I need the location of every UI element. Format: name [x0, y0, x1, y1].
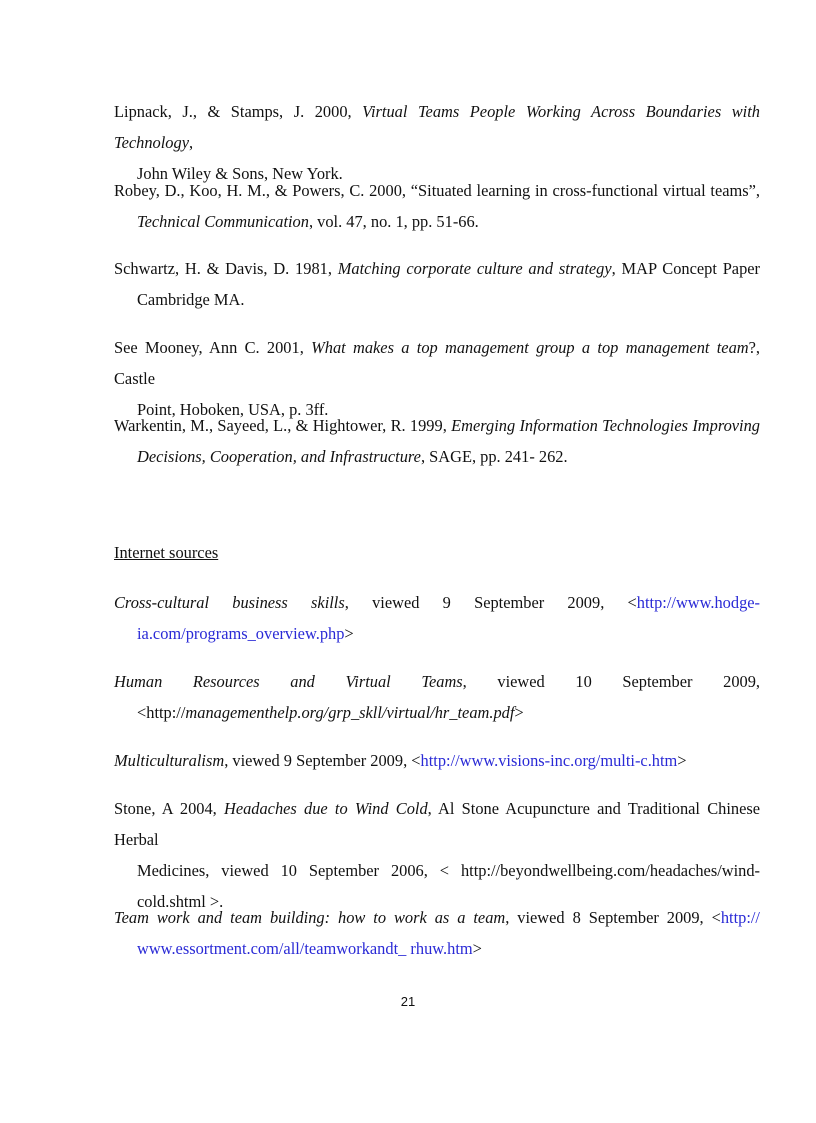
web-reference-team-work [114, 902, 760, 964]
ref-publisher: , SAGE, pp. 241- 262. [420, 447, 568, 466]
ref-title: Emerging Information Technologies Improving [451, 416, 761, 435]
web-url-link-cont[interactable]: ia.com/programs_overview.php [137, 624, 345, 643]
web-viewed: , viewed 9 September 2009, < [224, 751, 421, 770]
web-title: Team work and team building: how to work as a team [114, 908, 506, 927]
web-url-link[interactable]: http://www.visions-inc.org/multi-c.htm [420, 751, 678, 770]
web-reference-multiculturalism [114, 745, 760, 776]
ref-location: Point, Hoboken, USA, p. 3ff. [137, 400, 329, 419]
ref-title: Matching corporate culture and strategy [337, 259, 612, 278]
reference-warkentin [114, 410, 760, 472]
reference-robey [114, 175, 760, 237]
web-url-path: managementhelp.org/grp_skll/virtual/hr_team.pdf [185, 703, 515, 722]
ref-title: Virtual Teams People Working Across Boundaries with Technology [114, 102, 760, 152]
ref-publisher: ?, Castle [114, 338, 760, 388]
ref-authors: Schwartz, H. & Davis, D. 1981, [114, 259, 338, 278]
web-reference-human-resources [114, 666, 760, 728]
url-close: > [514, 703, 524, 722]
web-reference-stone [114, 793, 760, 917]
web-viewed-url: Medicines, viewed 10 September 2006, < http://beyondwellbeing.com/headaches/wind- [137, 861, 760, 880]
web-url-prefix: <http:// [137, 703, 186, 722]
web-reference-cross-cultural [114, 587, 760, 649]
url-close: > [472, 939, 482, 958]
url-close: > [344, 624, 354, 643]
ref-journal: Technical Communication [137, 212, 309, 231]
web-title: Human Resources and Virtual Teams [114, 672, 463, 691]
ref-authors: Warkentin, M., Sayeed, L., & Hightower, R. 1999, [114, 416, 452, 435]
ref-title: What makes a top management group a top management team [311, 338, 749, 357]
url-close: > [677, 751, 687, 770]
web-url-cont: cold.shtml >. [137, 892, 224, 911]
ref-punct: , [188, 133, 194, 152]
ref-authors: See Mooney, Ann C. 2001, [114, 338, 312, 357]
web-viewed: , viewed 9 September 2009, < [344, 593, 637, 612]
ref-publisher: John Wiley & Sons, New York. [137, 164, 343, 183]
ref-title-cont: Decisions, Cooperation, and Infrastructure [137, 447, 421, 466]
ref-volume: , vol. 47, no. 1, pp. 51-66. [308, 212, 479, 231]
web-title: Headaches due to Wind Cold [223, 799, 428, 818]
web-viewed: , viewed 10 September 2009, [462, 672, 761, 691]
web-title: Cross-cultural business skills [114, 593, 345, 612]
internet-sources-heading: Internet sources [114, 543, 219, 562]
ref-publisher: , Al Stone Acupuncture and Traditional Chinese Herbal [114, 799, 760, 849]
ref-authors: Lipnack, J., & Stamps, J. 2000, [114, 102, 363, 121]
reference-schwartz [114, 253, 760, 315]
ref-publisher: , MAP Concept Paper [611, 259, 761, 278]
web-url-link-cont[interactable]: www.essortment.com/all/teamworkandt_ rhuw.htm [137, 939, 473, 958]
web-url-link[interactable]: http://www.hodge- [636, 593, 760, 612]
ref-location: Cambridge MA. [137, 290, 245, 309]
web-title: Multiculturalism [114, 751, 225, 770]
page-number: 21 [400, 994, 416, 1009]
web-url-link[interactable]: http:// [720, 908, 760, 927]
ref-authors: Stone, A 2004, [114, 799, 224, 818]
ref-authors-title: Robey, D., Koo, H. M., & Powers, C. 2000, “Situated learning in cross-functional virtual teams”, [114, 181, 760, 200]
web-viewed: , viewed 8 September 2009, < [505, 908, 721, 927]
